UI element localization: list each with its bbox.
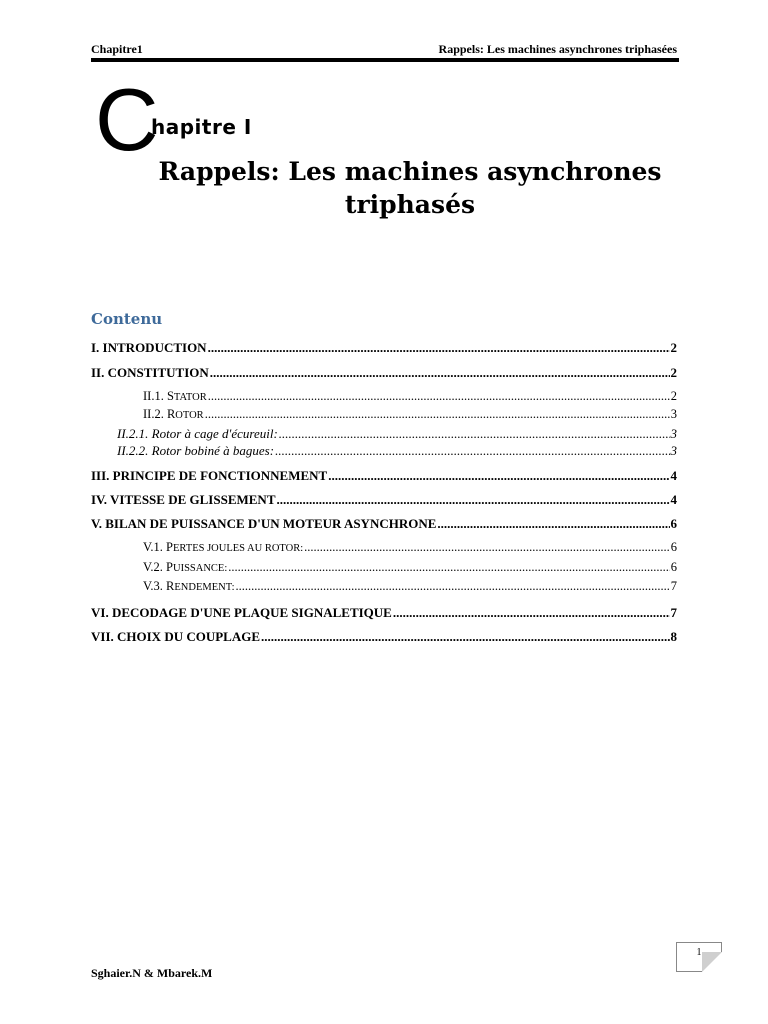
toc-leader bbox=[210, 365, 670, 381]
toc-entry[interactable] bbox=[117, 426, 677, 442]
toc-entry-label: II.2.1. Rotor à cage d'écureuil: bbox=[117, 426, 278, 441]
chapter-label: hapitre I bbox=[151, 115, 252, 139]
chapter-title-line1: Rappels: Les machines asynchrones bbox=[158, 157, 662, 186]
page-number: 1 bbox=[696, 947, 702, 958]
toc-entry-page: 3 bbox=[670, 443, 677, 458]
toc-leader bbox=[228, 560, 669, 575]
toc-entry-label: V. BILAN DE PUISSANCE D'UN MOTEUR ASYNCHRONE bbox=[91, 516, 437, 531]
toc-entry[interactable] bbox=[143, 560, 677, 575]
toc-entry-label: IV. VITESSE DE GLISSEMENT bbox=[91, 492, 276, 507]
toc-entry-page: 4 bbox=[670, 468, 677, 483]
toc-entry-label: II.2.2. Rotor bobiné à bagues: bbox=[117, 443, 275, 458]
toc-entry-page: 2 bbox=[670, 365, 677, 380]
toc-entry-page: 4 bbox=[670, 492, 677, 507]
toc-entry-page: 7 bbox=[670, 605, 677, 620]
toc-leader bbox=[208, 340, 670, 356]
toc-entry-page: 2 bbox=[670, 389, 677, 403]
toc-entry[interactable] bbox=[91, 516, 677, 532]
toc-leader bbox=[236, 579, 670, 594]
toc-entry[interactable] bbox=[91, 492, 677, 508]
toc-entry-page: 7 bbox=[670, 579, 677, 593]
toc-heading: Contenu bbox=[91, 310, 163, 328]
toc-entry[interactable] bbox=[143, 540, 677, 555]
toc-entry-label: VI. DECODAGE D'UNE PLAQUE SIGNALETIQUE bbox=[91, 605, 392, 620]
toc-entry[interactable] bbox=[143, 579, 677, 594]
toc-entry-page: 6 bbox=[670, 560, 677, 574]
toc-entry[interactable] bbox=[91, 340, 677, 356]
toc-entry[interactable] bbox=[143, 389, 677, 404]
toc-entry-label: III. PRINCIPE DE FONCTIONNEMENT bbox=[91, 468, 328, 483]
toc-entry-label: II. CONSTITUTION bbox=[91, 365, 209, 380]
toc-leader bbox=[437, 516, 669, 532]
toc-entry-label: VII. CHOIX DU COUPLAGE bbox=[91, 629, 261, 644]
chapter-initial: C bbox=[95, 70, 159, 169]
header-chapter: Chapitre1 bbox=[91, 42, 143, 56]
toc-leader bbox=[261, 629, 669, 645]
toc-entry-page: 2 bbox=[670, 340, 677, 355]
toc-entry-label: V.1. PERTES JOULES AU ROTOR: bbox=[143, 540, 304, 554]
toc-entry-label: I. INTRODUCTION bbox=[91, 340, 207, 355]
toc-entry[interactable] bbox=[117, 443, 677, 459]
page-number-box bbox=[676, 942, 722, 972]
toc-leader bbox=[304, 540, 670, 555]
toc-entry-label: V.2. PUISSANCE: bbox=[143, 560, 228, 574]
toc-entry[interactable] bbox=[91, 365, 677, 381]
toc-entry[interactable] bbox=[91, 605, 677, 621]
toc-entry-page: 3 bbox=[670, 407, 677, 421]
toc-leader bbox=[208, 389, 670, 404]
toc-leader bbox=[277, 492, 670, 508]
toc-entry[interactable] bbox=[143, 407, 677, 422]
toc-leader bbox=[205, 407, 670, 422]
toc-entry-label: II.2. ROTOR bbox=[143, 407, 204, 421]
toc-leader bbox=[328, 468, 669, 484]
page-curl-icon bbox=[702, 952, 722, 972]
chapter-title-line2: triphasés bbox=[344, 190, 476, 219]
toc-entry-page: 6 bbox=[670, 516, 677, 531]
toc-leader bbox=[279, 426, 670, 442]
toc-entry-page: 8 bbox=[670, 629, 677, 644]
toc-entry-page: 3 bbox=[670, 426, 677, 441]
header-title: Rappels: Les machines asynchrones triphasées bbox=[438, 42, 677, 56]
toc-entry-label: V.3. RENDEMENT: bbox=[143, 579, 235, 593]
toc-leader bbox=[275, 443, 669, 459]
toc-entry-page: 6 bbox=[670, 540, 677, 554]
toc-entry-label: II.1. STATOR bbox=[143, 389, 207, 403]
toc-entry[interactable] bbox=[91, 468, 677, 484]
footer-authors: Sghaier.N & Mbarek.M bbox=[91, 966, 213, 980]
toc-leader bbox=[393, 605, 670, 621]
toc-entry[interactable] bbox=[91, 629, 677, 645]
